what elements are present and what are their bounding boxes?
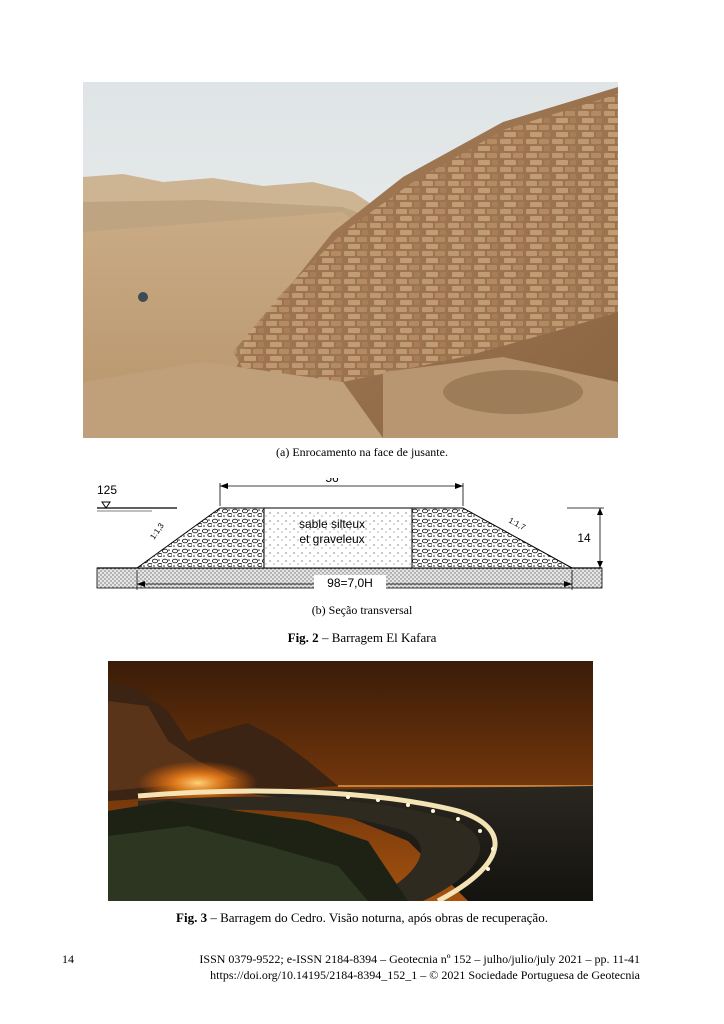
- fig2-label: Fig. 2: [287, 630, 319, 645]
- core-text-2: et graveleux: [299, 532, 365, 546]
- cross-section-diagram: [92, 478, 612, 598]
- downstream-rockfill: [412, 508, 572, 568]
- slope-left-label: 1:1,3: [148, 521, 166, 542]
- fig2-title: – Barragem El Kafara: [318, 630, 437, 645]
- crest-width-label: 56: [325, 478, 339, 485]
- base-width-label: 98=7,0H: [327, 576, 373, 590]
- core-text-1: sable silteux: [298, 517, 366, 531]
- height-label: 14: [577, 531, 591, 545]
- rockfill-photo: [83, 82, 618, 438]
- fig2b-caption: (b) Seção transversal: [311, 603, 413, 617]
- fig3-label: Fig. 3: [176, 910, 208, 925]
- fig2a-caption: (a) Enrocamento na face de jusante.: [276, 445, 448, 459]
- night-dam-photo: [108, 661, 593, 901]
- fig2-caption: [0, 630, 724, 646]
- fig3-title: – Barragem do Cedro. Visão noturna, após obras de recuperação.: [207, 910, 548, 925]
- footer-issn: ISSN 0379-9522; e-ISSN 2184-8394 – Geotecnia nº 152 – julho/julio/july 2021 – pp. 11-41: [199, 952, 640, 966]
- page-number: 14: [62, 952, 74, 966]
- water-level-label: 125: [97, 483, 118, 497]
- slope-right-label: 1:1,7: [507, 515, 527, 533]
- fig3-caption: [0, 910, 724, 926]
- footer-doi: https://doi.org/10.14195/2184-8394_152_1 – © 2021 Sociedade Portuguesa de Geotecnia: [210, 968, 640, 982]
